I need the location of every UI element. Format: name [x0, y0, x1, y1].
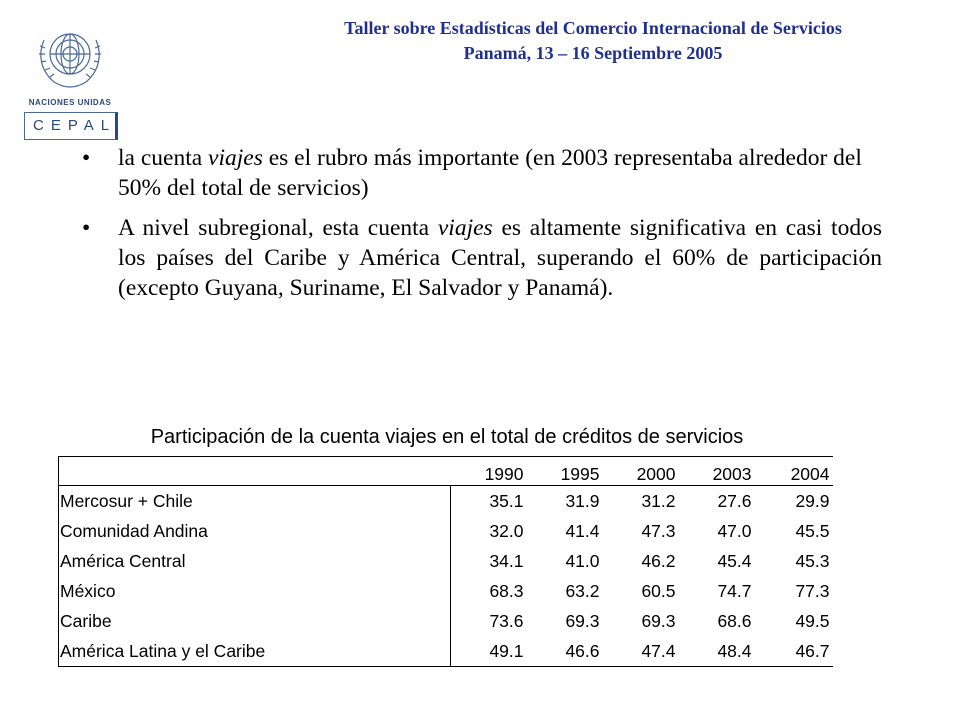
table-cell: 29.9	[755, 486, 833, 517]
header-line-1: Taller sobre Estadísticas del Comercio Internacional de Servicios	[344, 18, 842, 38]
table-header-row	[59, 457, 833, 486]
column-header: 1995	[560, 464, 600, 484]
row-label: América Latina y el Caribe	[60, 640, 266, 661]
row-label: Mercosur + Chile	[59, 486, 451, 517]
table-cell: 45.4	[717, 550, 752, 571]
table-cell: 69.3	[641, 610, 676, 631]
table-cell: 49.5	[795, 610, 830, 631]
data-table	[58, 456, 833, 667]
table-cell: 27.6	[679, 486, 755, 517]
table-cell: 63.2	[565, 580, 600, 601]
bullet-dot: •	[82, 215, 91, 241]
table-row	[59, 546, 833, 576]
table-cell: 47.0	[717, 520, 752, 541]
bullet-emphasis: viajes	[208, 145, 263, 171]
table-title: Participación de la cuenta viajes en el total de créditos de servicios	[150, 426, 744, 448]
column-header: 1990	[484, 464, 524, 484]
logo-name-box: CEPAL	[24, 112, 118, 140]
table-corner	[59, 457, 451, 486]
table-row	[59, 636, 833, 667]
row-label: Comunidad Andina	[60, 520, 208, 541]
table-cell: 47.4	[641, 640, 676, 661]
table-cell: 46.2	[641, 550, 676, 571]
table-cell: 34.1	[451, 546, 527, 576]
logo-org-text: NACIONES UNIDAS	[28, 98, 112, 107]
table-cell: 46.7	[795, 640, 830, 661]
bullet-text: es altamente significativa en casi todos los países del Caribe y América Central, superando el 60% de participación (excepto Guyana, Suriname, El Salvador y Panamá).	[118, 215, 882, 301]
table-cell: 60.5	[641, 580, 676, 601]
table-cell: 69.3	[565, 610, 600, 631]
table-cell: 68.6	[717, 610, 752, 631]
table-cell: 45.3	[795, 550, 830, 571]
bullet-text: es el rubro más importante (en 2003 representaba alrededor del 50% del total de servicios)	[118, 145, 862, 201]
table-cell: 45.5	[795, 520, 830, 541]
table-cell: 73.6	[451, 606, 527, 636]
slide-header	[236, 16, 950, 66]
un-emblem-icon	[30, 20, 110, 96]
header-line-2: Panamá, 13 – 16 Septiembre 2005	[463, 43, 723, 63]
table-cell: 49.1	[451, 636, 527, 667]
table-cell: 41.0	[565, 550, 600, 571]
table-cell: 48.4	[717, 640, 752, 661]
table-row	[59, 516, 833, 546]
table-cell: 46.6	[565, 640, 600, 661]
bullet-item	[82, 143, 882, 203]
table-cell: 47.3	[641, 520, 676, 541]
table-row	[59, 486, 833, 517]
bullet-text: A nivel subregional, esta cuenta	[118, 215, 438, 241]
table-cell: 31.2	[603, 486, 679, 517]
column-header: 2003	[712, 464, 752, 484]
bullet-item	[82, 213, 882, 303]
table-cell: 68.3	[451, 576, 527, 606]
table-cell: 77.3	[795, 580, 830, 601]
row-label: México	[60, 580, 116, 601]
bullet-emphasis: viajes	[437, 215, 493, 241]
table-cell: 31.9	[527, 486, 603, 517]
table-cell: 74.7	[717, 580, 752, 601]
table-cell: 35.1	[451, 486, 527, 517]
row-label: América Central	[60, 550, 186, 571]
bullet-text: la cuenta	[118, 145, 209, 171]
table-cell: 32.0	[451, 516, 527, 546]
cepal-logo	[22, 20, 120, 142]
bullet-list	[82, 143, 882, 313]
column-header: 2004	[790, 464, 830, 484]
table-row	[59, 576, 833, 606]
bullet-dot: •	[82, 145, 91, 171]
table-row	[59, 606, 833, 636]
column-header: 2000	[636, 464, 676, 484]
table-cell: 41.4	[565, 520, 600, 541]
row-label: Caribe	[60, 610, 112, 631]
